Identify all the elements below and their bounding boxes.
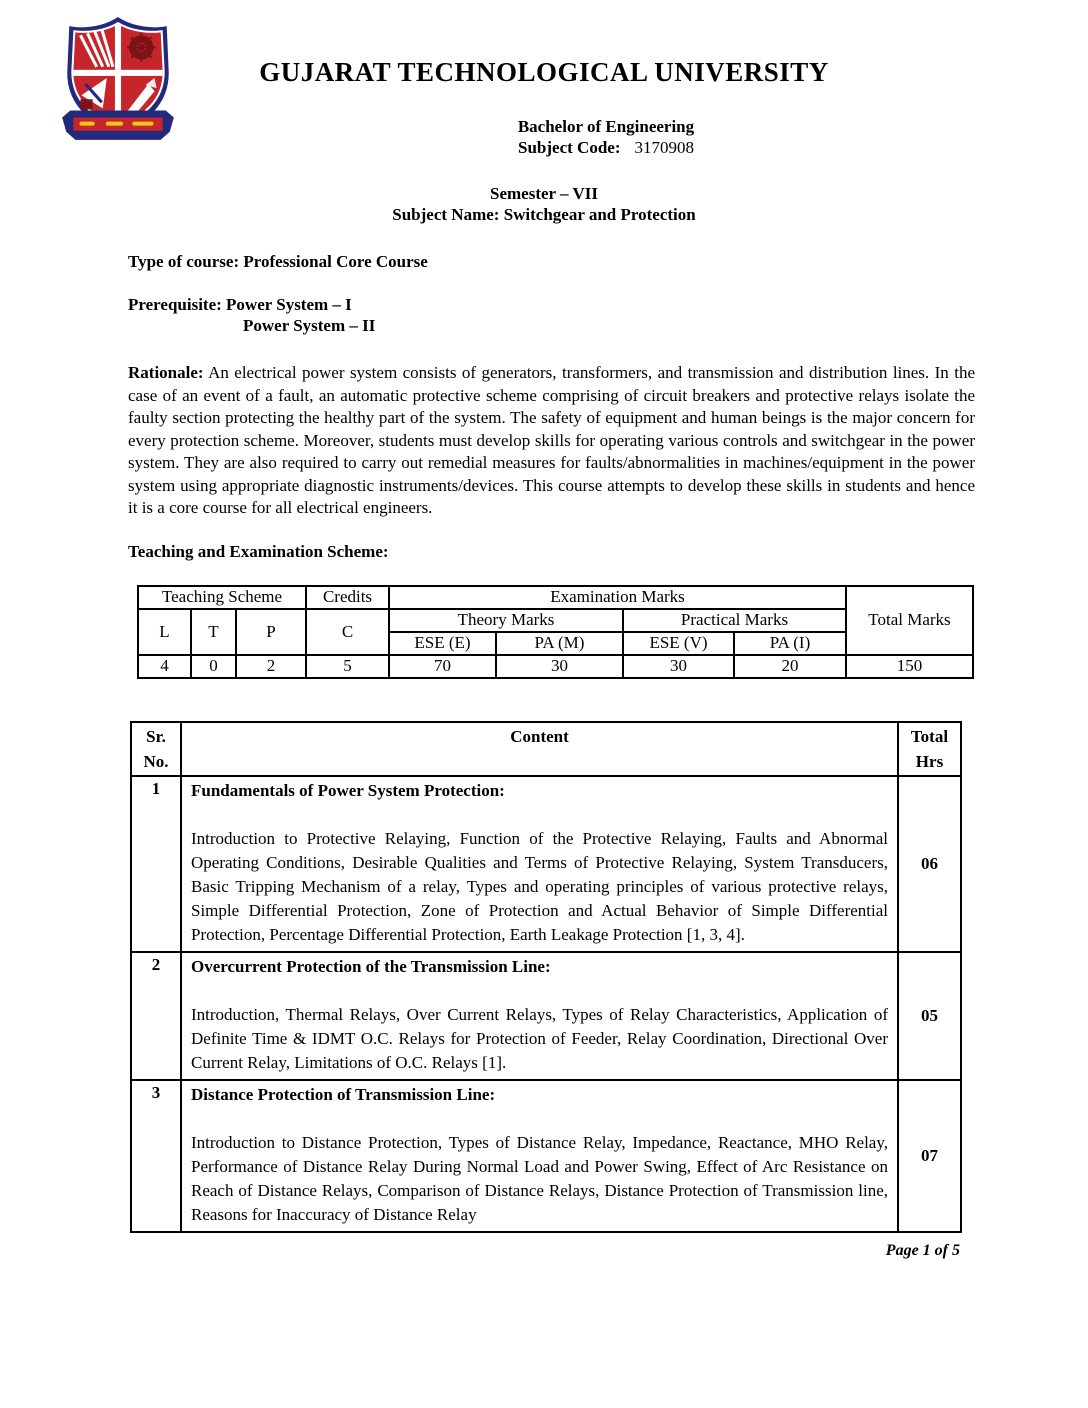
value-total-marks: 150 (846, 655, 973, 678)
row-3-sr: 3 (131, 1080, 181, 1232)
row-2-title: Overcurrent Protection of the Transmission Line: (191, 956, 551, 976)
rationale-label: Rationale: (128, 363, 204, 382)
value-c: 5 (306, 655, 389, 678)
value-p: 2 (236, 655, 306, 678)
row-3-title: Distance Protection of Transmission Line: (191, 1084, 496, 1104)
course-type-value: Professional Core Course (243, 252, 428, 271)
row-2-hours: 05 (898, 952, 961, 1080)
total-header-line: Total (910, 726, 949, 746)
pa-m-header: PA (M) (496, 632, 623, 655)
exam-table-header-row-1 (138, 586, 973, 609)
teaching-scheme-header: Teaching Scheme (138, 586, 306, 609)
page-body (128, 251, 975, 1233)
practical-marks-header: Practical Marks (623, 609, 846, 632)
content-table-header-row (131, 722, 961, 776)
subject-name-label: Subject Name: (392, 205, 500, 224)
value-pa-m: 30 (496, 655, 623, 678)
subject-code-label: Subject Code: (518, 138, 621, 157)
value-ese-v: 30 (623, 655, 734, 678)
col-header-l: L (138, 609, 191, 655)
subject-code-line (62, 137, 1088, 158)
sr-header-line: Sr. (146, 726, 166, 746)
content-row-3 (131, 1080, 961, 1232)
hrs-header-line: Hrs (915, 751, 944, 771)
rationale-paragraph (128, 362, 975, 520)
theory-marks-header: Theory Marks (389, 609, 623, 632)
row-2-content (181, 952, 898, 1080)
value-ese-e: 70 (389, 655, 496, 678)
prerequisite-line-2: Power System – II (243, 316, 376, 335)
total-hrs-header (898, 722, 961, 776)
rationale-text: An electrical power system consists of generators, transformers, and transmission and distribution lines. In the case of an event of a fault, an automatic protective scheme comprising of circuit breakers and protective relays isolate the faulty section protecting the healthy part of the system. The safety of equipment and human beings is the major concern for every protection scheme. Moreover, students must develop skills for operating various controls and switchgear in the power system. They are also required to carry out remedial measures for faults/abnormalities in machines/equipment in the power system using appropriate diagnostic instruments/devices. This course attempts to develop these skills in students and hence it is a core course for all electrical engineers. (128, 363, 975, 517)
row-2-sr: 2 (131, 952, 181, 1080)
scheme-heading: Teaching and Examination Scheme: (128, 541, 389, 561)
credits-header: Credits (306, 586, 389, 609)
value-t: 0 (191, 655, 236, 678)
col-header-p: P (236, 609, 306, 655)
sr-no-header (131, 722, 181, 776)
content-header: Content (181, 722, 898, 776)
content-row-1 (131, 776, 961, 952)
content-table (130, 721, 962, 1233)
content-row-2 (131, 952, 961, 1080)
row-3-hours: 07 (898, 1080, 961, 1232)
total-marks-header: Total Marks (846, 586, 973, 655)
no-header-line: No. (143, 751, 169, 771)
ese-v-header: ESE (V) (623, 632, 734, 655)
semester-line: Semester – VII (490, 184, 598, 203)
value-l: 4 (138, 655, 191, 678)
row-1-body: Introduction to Protective Relaying, Function of the Protective Relaying, Faults and Abnormal Operating Conditions, Desirable Qualities and Terms of Protective Relaying, System Transducers, Basic Tripping Mechanism of a relay, Types and operating principles of various protective relays, Simple Differential Protection, Zone of Protection and Actual Behavior of Simple Differential Protection, Percentage Differential Protection, Earth Leakage Protection [1, 3, 4]. (191, 828, 888, 944)
degree-line: Bachelor of Engineering (517, 117, 695, 136)
value-pa-i: 20 (734, 655, 846, 678)
row-1-hours: 06 (898, 776, 961, 952)
examination-marks-header: Examination Marks (389, 586, 846, 609)
subject-name-value: Switchgear and Protection (503, 205, 696, 224)
subject-code-value: 3170908 (634, 138, 694, 157)
page-footer: Page 1 of 5 (885, 1241, 960, 1259)
semester-block (0, 183, 1088, 225)
col-header-c: C (306, 609, 389, 655)
exam-scheme-table (137, 585, 974, 679)
pa-i-header: PA (I) (734, 632, 846, 655)
row-1-sr: 1 (131, 776, 181, 952)
course-type-label: Type of course: (128, 252, 240, 271)
row-2-body: Introduction, Thermal Relays, Over Current Relays, Types of Relay Characteristics, Application of Definite Time & IDMT O.C. Relays for Protection of Feeder, Relay Coordination, Directional Over Current Relay, Limitations of O.C. Relays [1]. (191, 1004, 888, 1072)
ese-e-header: ESE (E) (389, 632, 496, 655)
row-1-title: Fundamentals of Power System Protection: (191, 780, 505, 800)
exam-table-values-row (138, 655, 973, 678)
row-3-body: Introduction to Distance Protection, Types of Distance Relay, Impedance, Reactance, MHO Relay, Performance of Distance Relay During Normal Load and Power Swing, Effect of Arc Resistance on Reach of Distance Relays, Comparison of Distance Relays, Distance Protection of Transmission line, Reasons for Inaccuracy of Distance Relay (191, 1132, 888, 1224)
col-header-t: T (191, 609, 236, 655)
degree-block (62, 116, 1088, 158)
prerequisite-value-1: Power System – I (226, 295, 352, 314)
row-1-content (181, 776, 898, 952)
course-type-line (128, 251, 975, 272)
prerequisite-line (128, 294, 975, 315)
university-title: GUJARAT TECHNOLOGICAL UNIVERSITY (259, 57, 829, 87)
prerequisite-label: Prerequisite: (128, 295, 222, 314)
subject-name-line (0, 204, 1088, 225)
row-3-content (181, 1080, 898, 1232)
